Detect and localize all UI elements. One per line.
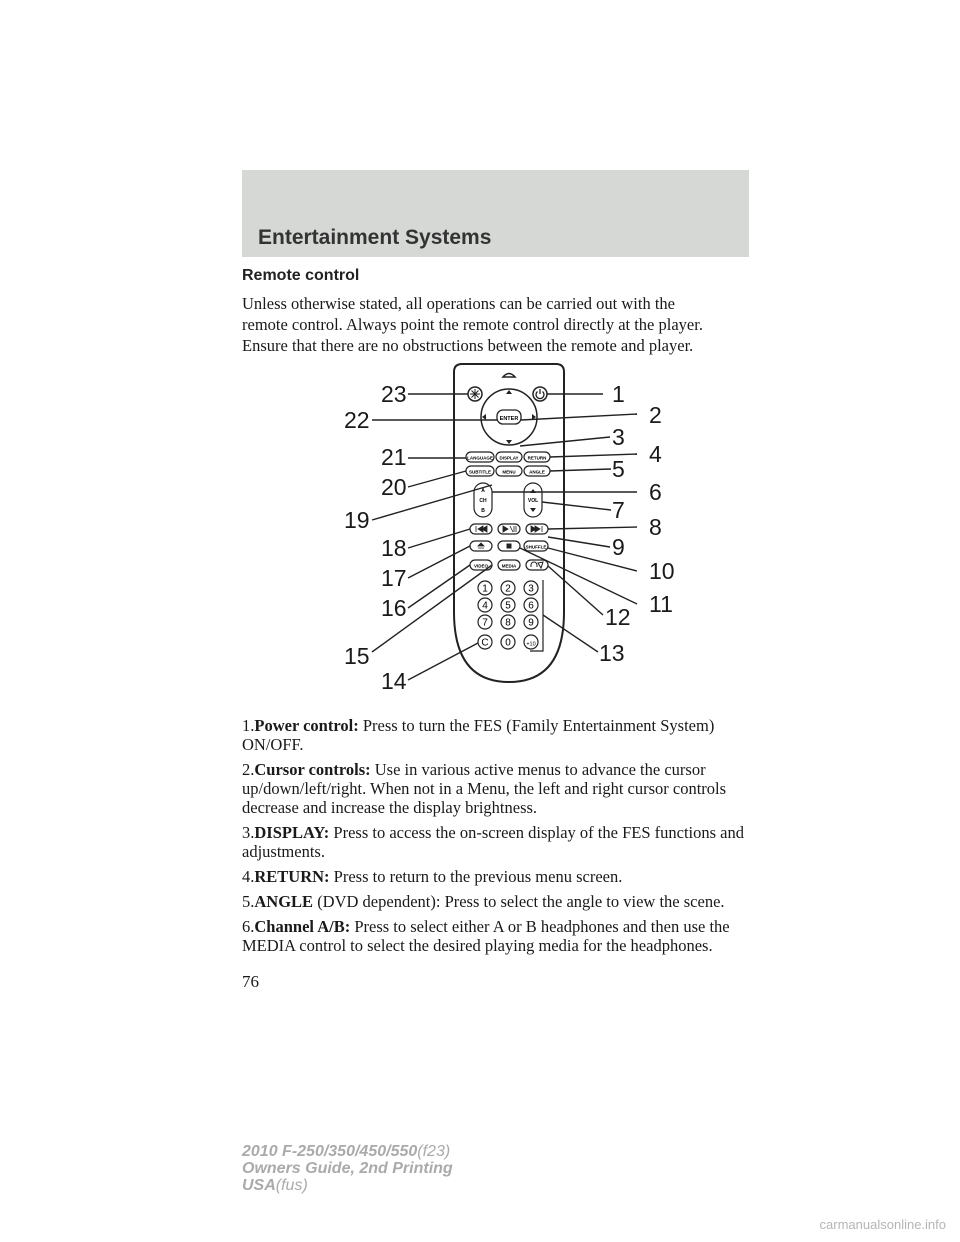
keypad-key-label: 0 xyxy=(505,637,511,649)
callout-16: 16 xyxy=(381,595,407,621)
callout-13: 13 xyxy=(599,640,625,666)
item-number: 6. xyxy=(242,917,255,936)
list-item xyxy=(242,867,762,886)
volume-label: VOL xyxy=(527,498,539,504)
shuffle-label: SHUFFLE xyxy=(525,544,547,550)
callout-3: 3 xyxy=(612,424,625,450)
channel-label: CH xyxy=(479,498,487,504)
item-number: 2. xyxy=(242,760,255,779)
play-pause-button xyxy=(498,524,520,534)
item-text: Use in various active menus to advance the cursor up/down/left/right. When not in a Menu, the left and right cursor controls decrease and increase the display brightness. xyxy=(242,760,727,817)
keypad-key-label: 7 xyxy=(482,617,488,629)
media-label: MEDIA xyxy=(501,563,517,569)
item-number: 1. xyxy=(242,716,255,735)
item-number: 4. xyxy=(242,867,255,886)
section-title: Entertainment Systems xyxy=(258,226,492,249)
callout-7: 7 xyxy=(612,497,625,523)
footer-edition: Owners Guide, 2nd Printing xyxy=(242,1160,453,1177)
callout-1: 1 xyxy=(612,381,625,407)
item-number: 5. xyxy=(242,892,255,911)
item-number: 3. xyxy=(242,823,255,842)
callout-19: 19 xyxy=(344,507,370,533)
keypad-key-label: 6 xyxy=(528,600,534,612)
list-item xyxy=(242,892,762,911)
keypad-key-label: C xyxy=(481,637,489,649)
list-item xyxy=(242,760,762,817)
item-term: Power control: xyxy=(254,716,359,735)
footer-market-code: (fus) xyxy=(275,1177,308,1194)
item-text: (DVD dependent): Press to select the angle to view the scene. xyxy=(317,892,725,911)
channel-a-label: A xyxy=(481,488,485,494)
item-text: Press to access the on-screen display of the FES functions and adjustments. xyxy=(242,823,744,861)
callout-22: 22 xyxy=(344,407,370,433)
intro-line: Unless otherwise stated, all operations can be carried out with the xyxy=(242,294,675,313)
list-item xyxy=(242,716,762,754)
callout-14: 14 xyxy=(381,668,407,694)
page-number: 76 xyxy=(242,972,259,991)
return-label: RETURN xyxy=(527,455,547,461)
video-label: VIDEO xyxy=(473,563,489,569)
stop-icon xyxy=(507,544,512,549)
keypad-key-label: 5 xyxy=(505,600,511,612)
callout-10: 10 xyxy=(649,558,675,584)
keypad-key-label: 2 xyxy=(505,583,511,595)
footer-market: USA xyxy=(242,1177,276,1194)
menu-label: MENU xyxy=(502,469,516,475)
callout-8: 8 xyxy=(649,514,662,540)
footer-model: 2010 F-250/350/450/550 xyxy=(242,1143,418,1160)
channel-b-label: B xyxy=(481,508,485,514)
callout-17: 17 xyxy=(381,565,407,591)
keypad-key-label: 3 xyxy=(528,583,534,595)
intro-line: remote control. Always point the remote control directly at the player. xyxy=(242,315,703,334)
callout-11: 11 xyxy=(649,591,673,617)
callout-6: 6 xyxy=(649,479,662,505)
keypad-key-label: 1 xyxy=(482,583,488,595)
callout-15: 15 xyxy=(344,643,370,669)
callout-9: 9 xyxy=(612,534,625,560)
callout-21: 21 xyxy=(381,444,407,470)
callout-4: 4 xyxy=(649,441,662,467)
callout-23: 23 xyxy=(381,381,407,407)
keypad xyxy=(478,581,538,649)
language-label: LANGUAGE xyxy=(467,455,493,461)
item-text: Press to return to the previous menu screen. xyxy=(333,867,623,886)
item-text: Press to turn the FES (Family Entertainment System) ON/OFF. xyxy=(242,716,715,754)
angle-label: ANGLE xyxy=(529,469,545,475)
callout-2: 2 xyxy=(649,402,662,428)
item-term: RETURN: xyxy=(254,867,330,886)
callout-18: 18 xyxy=(381,535,407,561)
keypad-key-label: 4 xyxy=(482,600,488,612)
footer xyxy=(242,1143,453,1194)
item-text: Press to select either A or B headphones and then use the MEDIA control to select the desired playing media for the headphones. xyxy=(242,917,730,955)
callout-20: 20 xyxy=(381,474,407,500)
callout-5: 5 xyxy=(612,456,625,482)
keypad-key-label: 8 xyxy=(505,617,511,629)
light-icon xyxy=(470,389,480,399)
subtitle-label: SUBTITLE xyxy=(469,469,491,475)
feature-list xyxy=(242,716,762,961)
display-label: DISPLAY xyxy=(499,455,519,461)
item-term: ANGLE xyxy=(254,892,314,911)
item-term: DISPLAY: xyxy=(254,823,330,842)
list-item xyxy=(242,917,762,955)
keypad-key-label: +10 xyxy=(526,641,536,648)
subheading: Remote control xyxy=(242,267,360,284)
enter-label: ENTER xyxy=(499,416,519,422)
list-item xyxy=(242,823,762,861)
footer-code: (f23) xyxy=(417,1143,451,1160)
callout-12: 12 xyxy=(605,604,631,630)
item-term: Cursor controls: xyxy=(254,760,371,779)
keypad-key-label: 9 xyxy=(528,617,534,629)
item-term: Channel A/B: xyxy=(254,917,351,936)
watermark: carmanualsonline.info xyxy=(819,1217,946,1232)
intro-line: Ensure that there are no obstructions between the remote and player. xyxy=(242,336,694,355)
